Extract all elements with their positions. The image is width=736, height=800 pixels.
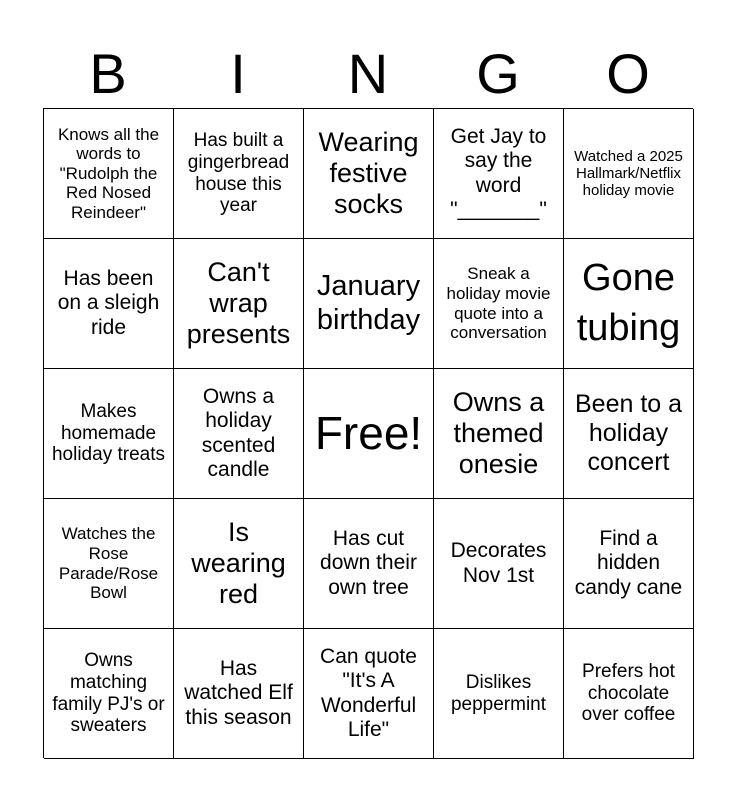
bingo-cell[interactable]: Can't wrap presents xyxy=(174,239,304,369)
bingo-cell[interactable]: Wearing festive socks xyxy=(304,109,434,239)
bingo-header xyxy=(43,40,693,108)
bingo-cell[interactable]: Watched a 2025 Hallmark/Netflix holiday movie xyxy=(564,109,694,239)
header-letter-n: N xyxy=(347,42,389,105)
bingo-cell[interactable]: Has watched Elf this season xyxy=(174,629,304,759)
bingo-cell[interactable]: Gone tubing xyxy=(564,239,694,369)
bingo-cell[interactable]: Get Jay to say the word "_______" xyxy=(434,109,564,239)
bingo-cell[interactable]: Dislikes peppermint xyxy=(434,629,564,759)
header-letter-b: B xyxy=(89,42,127,105)
bingo-cell[interactable]: Watches the Rose Parade/Rose Bowl xyxy=(44,499,174,629)
bingo-board xyxy=(43,108,693,758)
bingo-cell[interactable]: January birthday xyxy=(304,239,434,369)
bingo-cell[interactable]: Has been on a sleigh ride xyxy=(44,239,174,369)
header-letter-i: I xyxy=(230,42,246,105)
bingo-cell[interactable]: Has cut down their own tree xyxy=(304,499,434,629)
bingo-cell[interactable]: Find a hidden candy cane xyxy=(564,499,694,629)
bingo-cell[interactable]: Sneak a holiday movie quote into a conversation xyxy=(434,239,564,369)
bingo-cell[interactable]: Owns a holiday scented candle xyxy=(174,369,304,499)
bingo-cell[interactable]: Knows all the words to "Rudolph the Red Nosed Reindeer" xyxy=(44,109,174,239)
bingo-cell[interactable]: Can quote "It's A Wonderful Life" xyxy=(304,629,434,759)
bingo-cell[interactable]: Been to a holiday concert xyxy=(564,369,694,499)
bingo-cell[interactable]: Owns matching family PJ's or sweaters xyxy=(44,629,174,759)
bingo-cell[interactable]: Makes homemade holiday treats xyxy=(44,369,174,499)
bingo-cell[interactable]: Decorates Nov 1st xyxy=(434,499,564,629)
bingo-cell[interactable]: Owns a themed onesie xyxy=(434,369,564,499)
bingo-cell[interactable]: Prefers hot chocolate over coffee xyxy=(564,629,694,759)
header-letter-o: O xyxy=(606,42,650,105)
header-letter-g: G xyxy=(476,42,520,105)
bingo-cell[interactable]: Has built a gingerbread house this year xyxy=(174,109,304,239)
bingo-cell[interactable]: Is wearing red xyxy=(174,499,304,629)
free-space-cell[interactable]: Free! xyxy=(304,369,434,499)
